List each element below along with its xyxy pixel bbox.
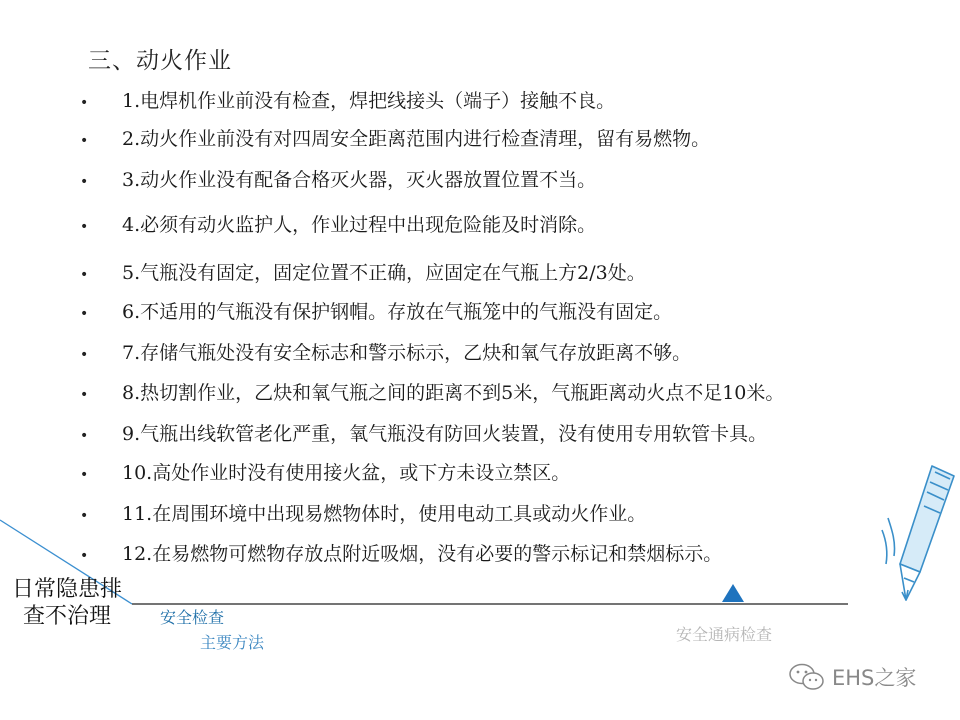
slide-title: 三、动火作业	[88, 48, 232, 74]
item-text: 4.必须有动火监护人，作业过程中出现危险能及时消除。	[122, 214, 597, 236]
common-issue-label: 安全通病检查	[676, 625, 773, 644]
bullet: •	[80, 95, 89, 111]
watermark	[788, 662, 916, 692]
item-text: 6.不适用的气瓶没有保护钢帽。存放在气瓶笼中的气瓶没有固定。	[122, 301, 673, 323]
watermark-text: EHS之家	[832, 666, 917, 690]
main-method-label: 主要方法	[200, 633, 265, 652]
side-label	[6, 576, 128, 630]
bullet: •	[80, 133, 89, 149]
bullet: •	[80, 428, 89, 444]
item-text: 5.气瓶没有固定，固定位置不正确，应固定在气瓶上方2/3处。	[122, 262, 646, 284]
item-text: 3.动火作业没有配备合格灭火器，灭火器放置位置不当。	[122, 169, 597, 191]
bullet: •	[80, 267, 89, 283]
bullet: •	[80, 347, 89, 363]
side-label-line1: 日常隐患排	[11, 577, 122, 602]
bullet: •	[80, 306, 89, 322]
item-text: 10.高处作业时没有使用接火盆，或下方未设立禁区。	[122, 462, 571, 484]
item-text: 11.在周围环境中出现易燃物体时，使用电动工具或动火作业。	[122, 503, 647, 525]
bullet: •	[80, 508, 89, 524]
bullet: •	[80, 467, 89, 483]
bullet: •	[80, 219, 89, 235]
safety-check-label: 安全检查	[160, 608, 225, 627]
bullet: •	[80, 174, 89, 190]
pen-icon	[880, 460, 960, 610]
item-text: 9.气瓶出线软管老化严重，氧气瓶没有防回火装置，没有使用专用软管卡具。	[122, 423, 768, 445]
item-text: 7.存储气瓶处没有安全标志和警示标示，乙炔和氧气存放距离不够。	[122, 342, 692, 364]
bullet: •	[80, 548, 89, 564]
wechat-icon	[788, 662, 826, 692]
item-text: 1.电焊机作业前没有检查，焊把线接头（端子）接触不良。	[122, 90, 616, 112]
item-text: 8.热切割作业，乙炔和氧气瓶之间的距离不到5米，气瓶距离动火点不足10米。	[122, 382, 785, 404]
bullet: •	[80, 387, 89, 403]
item-text: 12.在易燃物可燃物存放点附近吸烟，没有必要的警示标记和禁烟标示。	[122, 543, 723, 565]
side-label-line2: 查不治理	[22, 604, 111, 629]
triangle-marker-icon	[722, 584, 744, 602]
item-text: 2.动火作业前没有对四周安全距离范围内进行检查清理，留有易燃物。	[122, 128, 711, 150]
